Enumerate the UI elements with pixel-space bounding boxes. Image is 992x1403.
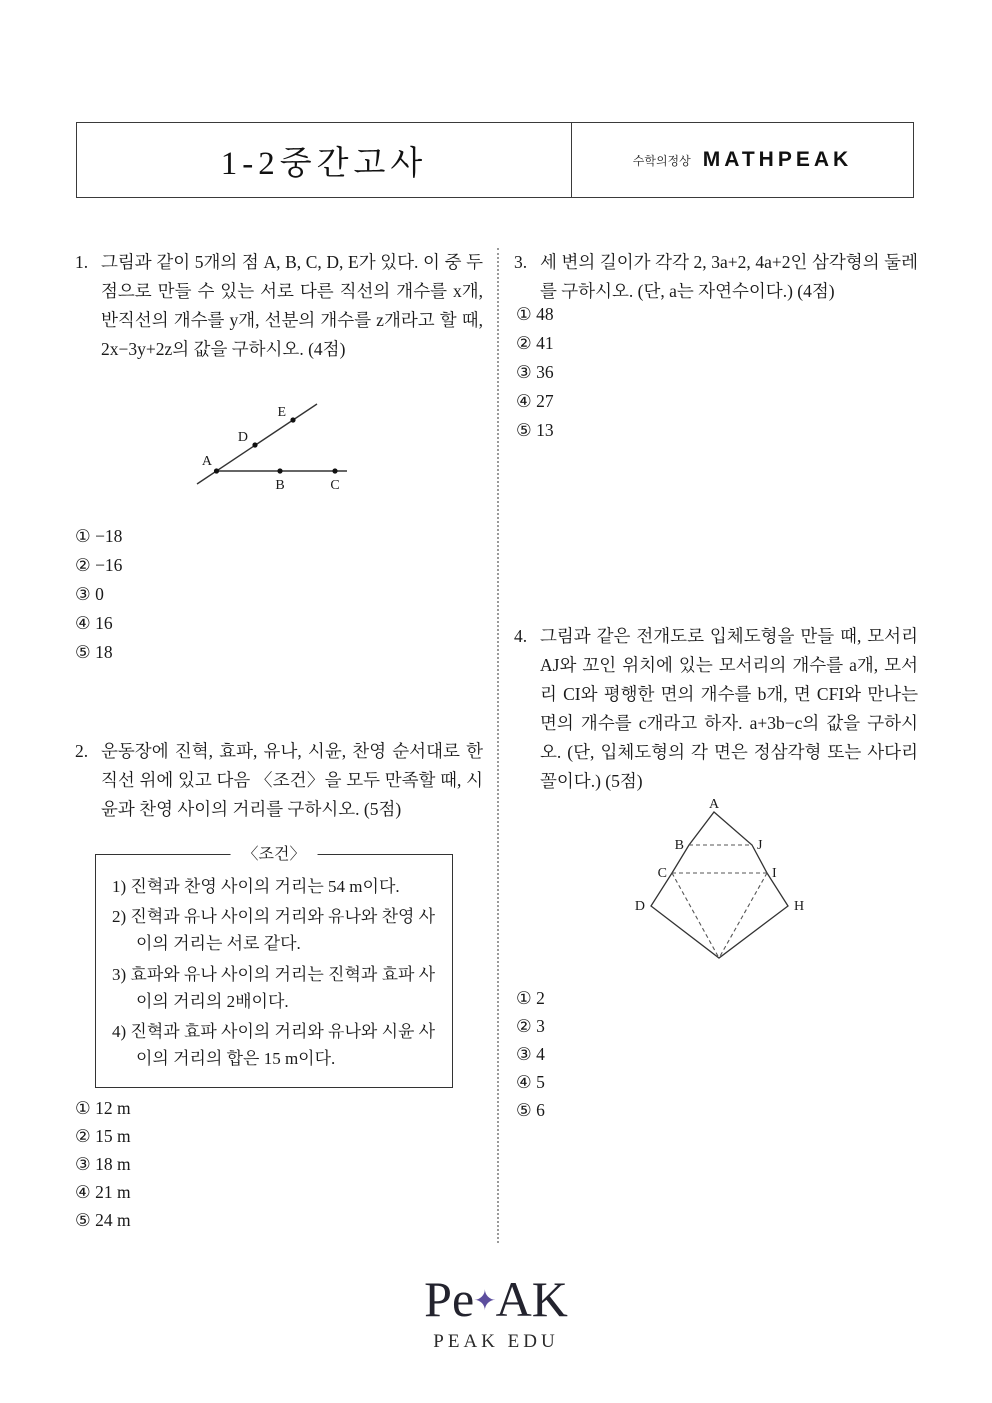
footer-brand: PEAK EDU: [433, 1331, 559, 1352]
question-2-number: 2.: [75, 741, 89, 761]
choice: ⑤ 24 m: [75, 1210, 131, 1230]
net-outline: [651, 812, 788, 958]
question-4: [514, 622, 918, 796]
header-box: [76, 122, 914, 198]
question-3-choices: [516, 300, 554, 445]
choice: ⑤ 6: [516, 1100, 545, 1120]
peak-logo: [0, 1272, 992, 1327]
choice: ③ 18 m: [75, 1154, 131, 1174]
question-1-choices: [75, 522, 122, 667]
dashed-edge-C-bottom: [672, 873, 719, 958]
logo-text-left: Pe: [424, 1271, 475, 1327]
choice: ① 2: [516, 988, 545, 1008]
question-2-text: 운동장에 진혁, 효파, 유나, 시윤, 찬영 순서대로 한 직선 위에 있고 다음 〈조건〉을 모두 만족할 때, 시윤과 찬영 사이의 거리를 구하시오. (5점): [101, 741, 483, 820]
choice: ② 3: [516, 1016, 545, 1036]
condition-item: 3) 효파와 유나 사이의 거리는 진혁과 효파 사이의 거리의 2배이다.: [112, 964, 436, 1011]
question-4-choices: [516, 984, 545, 1124]
label-D: D: [634, 899, 645, 914]
choice: ⑤ 13: [516, 420, 554, 441]
label-E: E: [277, 405, 286, 420]
condition-item: 1) 진혁과 찬영 사이의 거리는 54 m이다.: [112, 877, 400, 896]
label-C: C: [330, 478, 340, 493]
question-3: [514, 248, 918, 306]
question-3-text: 세 변의 길이가 각각 2, 3a+2, 4a+2인 삼각형의 둘레를 구하시오. (단, a는 자연수이다.) (4점): [540, 252, 918, 302]
header-title-cell: [77, 123, 572, 197]
figure-polyhedron-net: [628, 798, 818, 970]
question-4-text: 그림과 같은 전개도로 입체도형을 만들 때, 모서리 AJ와 꼬인 위치에 있는 모서리의 개수를 a개, 모서리 CI와 평행한 면의 개수를 b개, 면 CFI와 만나는 면의 개수를 c개라고 하자. a+3b−c의 값을 구하시오. (단, 입체도형의 각 면은 정삼각형 또는 사다리꼴이다.) (5점): [540, 626, 918, 792]
figure-points-on-lines: [185, 396, 395, 496]
point-E: [290, 417, 295, 422]
logo-text-right: AK: [495, 1271, 568, 1327]
label-B: B: [275, 478, 285, 493]
choice: ④ 21 m: [75, 1182, 131, 1202]
question-3-number: 3.: [514, 252, 528, 272]
star-icon: ✦: [473, 1286, 497, 1317]
point-C: [332, 468, 337, 473]
choice: ① 48: [516, 304, 554, 324]
question-2: [75, 737, 483, 824]
label-A: A: [708, 798, 720, 812]
choice: ② −16: [75, 555, 123, 576]
choice: ③ 36: [516, 362, 554, 383]
label-I: I: [772, 866, 777, 881]
label-H: H: [794, 899, 805, 914]
brand-tagline: 수학의정상: [632, 153, 691, 168]
exam-title: 1-2중간고사: [220, 145, 428, 182]
condition-box: [95, 846, 453, 1088]
choice: ② 15 m: [75, 1126, 131, 1146]
label-D: D: [237, 430, 248, 445]
point-B: [277, 468, 282, 473]
choice: ① 12 m: [75, 1098, 131, 1118]
choice: ④ 16: [75, 613, 113, 634]
choice: ⑤ 18: [75, 642, 113, 663]
condition-item: 4) 진혁과 효파 사이의 거리와 유나와 시윤 사이의 거리의 합은 15 m이다.: [112, 1021, 436, 1069]
choice: ④ 27: [516, 391, 554, 412]
brand-name: MATHPEAK: [702, 148, 853, 171]
question-4-number: 4.: [514, 626, 528, 646]
label-C: C: [657, 866, 667, 881]
choice: ④ 5: [516, 1072, 545, 1092]
question-1-text: 그림과 같이 5개의 점 A, B, C, D, E가 있다. 이 중 두 점으로 만들 수 있는 서로 다른 직선의 개수를 x개, 반직선의 개수를 y개, 선분의 개수를 z개라고 할 때, 2x−3y+2z의 값을 구하시오. (4점): [101, 252, 483, 360]
question-1: [75, 248, 483, 364]
label-B: B: [674, 838, 684, 853]
dashed-edge-I-bottom: [719, 873, 767, 958]
column-divider: [497, 248, 499, 1243]
label-J: J: [757, 838, 763, 853]
condition-item: 2) 진혁과 유나 사이의 거리와 유나와 찬영 사이의 거리는 서로 같다.: [112, 907, 436, 954]
choice: ③ 4: [516, 1044, 545, 1064]
question-2-choices: [75, 1094, 131, 1234]
choice: ② 41: [516, 333, 554, 354]
choice: ③ 0: [75, 584, 104, 605]
footer: [0, 1272, 992, 1353]
point-A: [214, 468, 219, 473]
label-A: A: [201, 454, 212, 469]
choice: ① −18: [75, 526, 123, 546]
point-D: [252, 442, 257, 447]
condition-box-title: 〈조건〉: [231, 842, 318, 868]
header-brand-cell: [572, 123, 913, 197]
question-1-number: 1.: [75, 252, 89, 272]
